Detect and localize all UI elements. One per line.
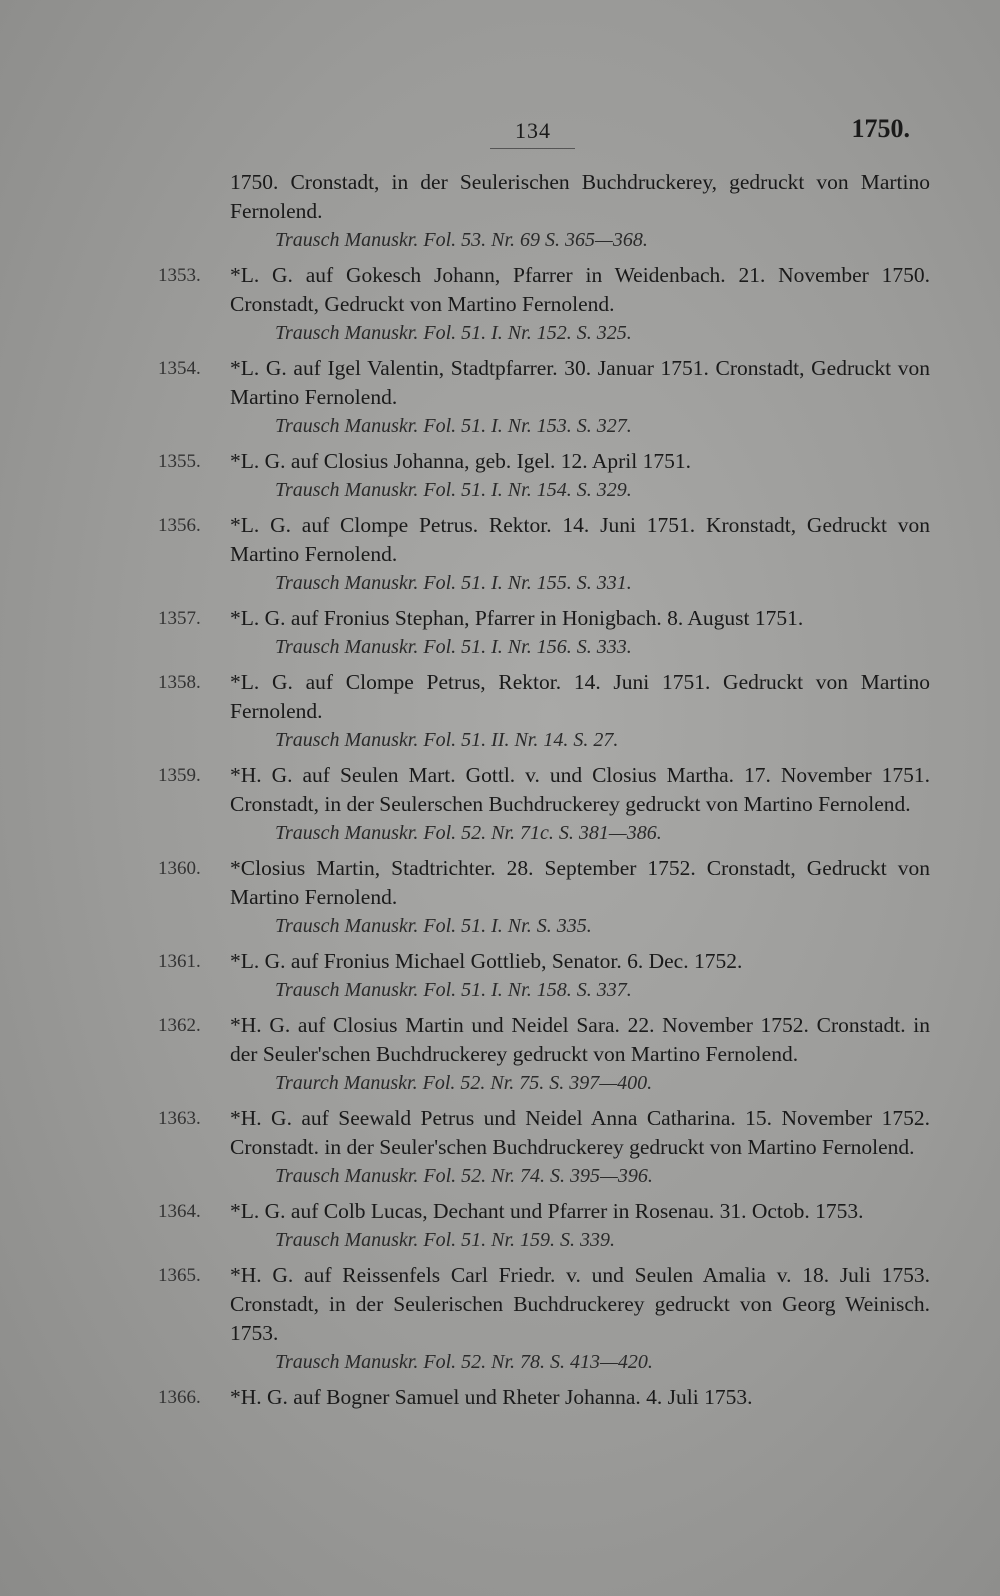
entry-reference: Trausch Manuskr. Fol. 52. Nr. 78. S. 413—420. (275, 1351, 653, 1373)
entry-text: *Closius Martin, Stadtrichter. 28. September 1752. Cronstadt, Gedruckt von Martino Fernolend. (230, 856, 930, 909)
entry-1353 (0, 261, 1000, 348)
entry-number: 1362. (158, 1015, 201, 1036)
entry-number: 1354. (158, 358, 201, 379)
entry-reference: Trausch Manuskr. Fol. 51. I. Nr. 152. S. 325. (275, 322, 632, 344)
entry-1364 (0, 1197, 1000, 1255)
entry-1354 (0, 354, 1000, 441)
entry-number: 1363. (158, 1108, 201, 1129)
page-header (0, 112, 1000, 152)
entry-reference: Trausch Manuskr. Fol. 51. I. Nr. 153. S. 327. (275, 415, 632, 437)
entry-reference: Trausch Manuskr. Fol. 51. II. Nr. 14. S. 27. (275, 729, 619, 751)
entry-reference: Trausch Manuskr. Fol. 51. Nr. 159. S. 339. (275, 1229, 616, 1251)
entry-reference: Trausch Manuskr. Fol. 52. Nr. 71c. S. 381—386. (275, 822, 662, 844)
entry-text: *H. G. auf Reissenfels Carl Friedr. v. und Seulen Amalia v. 18. Juli 1753. Cronstadt, in der Seulerischen Buchdruckerey gedruckt von Georg Weinisch. 1753. (230, 1263, 930, 1345)
entry-1362 (0, 1011, 1000, 1098)
entry-text: *L. G. auf Clompe Petrus, Rektor. 14. Juni 1751. Gedruckt von Martino Fernolend. (230, 670, 930, 723)
entry-number: 1361. (158, 951, 201, 972)
entry-reference: Trausch Manuskr. Fol. 51. I. Nr. 155. S. 331. (275, 572, 632, 594)
entry-1355 (0, 447, 1000, 505)
header-year: 1750. (851, 114, 910, 143)
entry-number: 1359. (158, 765, 201, 786)
entry-reference: Trausch Manuskr. Fol. 51. I. Nr. 154. S. 329. (275, 479, 632, 501)
entry-1366 (0, 1383, 1000, 1412)
entries-list (0, 168, 1000, 1418)
entry-text: *H. G. auf Seewald Petrus und Neidel Anna Catharina. 15. November 1752. Cronstadt. in der Seuler'schen Buchdruckerey gedruckt von Martino Fernolend. (230, 1106, 930, 1159)
entry-text: *L. G. auf Clompe Petrus. Rektor. 14. Juni 1751. Kronstadt, Gedruckt von Martino Fernolend. (230, 513, 930, 566)
entry-reference: Traurch Manuskr. Fol. 52. Nr. 75. S. 397—400. (275, 1072, 653, 1094)
entry-1363 (0, 1104, 1000, 1191)
entry-number: 1360. (158, 858, 201, 879)
entry-number: 1356. (158, 515, 201, 536)
entry-number: 1365. (158, 1265, 201, 1286)
entry-number: 1358. (158, 672, 201, 693)
entry-1359 (0, 761, 1000, 848)
header-rule (490, 148, 575, 149)
entry-text: *H. G. auf Closius Martin und Neidel Sara. 22. November 1752. Cronstadt. in der Seuler'schen Buchdruckerey gedruckt von Martino Fernolend. (230, 1013, 930, 1066)
entry-text: *L. G. auf Gokesch Johann, Pfarrer in Weidenbach. 21. November 1750. Cronstadt, Gedruckt von Martino Fernolend. (230, 263, 930, 316)
entry-number: 1357. (158, 608, 201, 629)
entry-1365 (0, 1261, 1000, 1377)
entry-reference: Trausch Manuskr. Fol. 51. I. Nr. 156. S. 333. (275, 636, 632, 658)
entry-1356 (0, 511, 1000, 598)
entry-number: 1364. (158, 1201, 201, 1222)
entry-text: *L. G. auf Colb Lucas, Dechant und Pfarrer in Rosenau. 31. Octob. 1753. (230, 1199, 864, 1223)
page-number: 134 (515, 118, 551, 143)
entry-text: *H. G. auf Seulen Mart. Gottl. v. und Closius Martha. 17. November 1751. Cronstadt, in der Seulerschen Buchdruckerey gedruckt von Martino Fernolend. (230, 763, 930, 816)
entry-continued (0, 168, 1000, 255)
entry-1357 (0, 604, 1000, 662)
entry-text: *L. G. auf Closius Johanna, geb. Igel. 12. April 1751. (230, 449, 692, 473)
entry-1358 (0, 668, 1000, 755)
entry-number: 1355. (158, 451, 201, 472)
entry-text: *L. G. auf Fronius Michael Gottlieb, Senator. 6. Dec. 1752. (230, 949, 743, 973)
entry-1360 (0, 854, 1000, 941)
entry-number: 1366. (158, 1387, 201, 1408)
entry-text: 1750. Cronstadt, in der Seulerischen Buchdruckerey, gedruckt von Martino Fernolend. (230, 170, 930, 223)
entry-reference: Trausch Manuskr. Fol. 51. I. Nr. S. 335. (275, 915, 592, 937)
entry-reference: Trausch Manuskr. Fol. 52. Nr. 74. S. 395—396. (275, 1165, 653, 1187)
entry-number: 1353. (158, 265, 201, 286)
entry-reference: Trausch Manuskr. Fol. 51. I. Nr. 158. S. 337. (275, 979, 632, 1001)
entry-text: *L. G. auf Fronius Stephan, Pfarrer in Honigbach. 8. August 1751. (230, 606, 804, 630)
entry-1361 (0, 947, 1000, 1005)
entry-reference: Trausch Manuskr. Fol. 53. Nr. 69 S. 365—368. (275, 229, 648, 251)
entry-text: *L. G. auf Igel Valentin, Stadtpfarrer. 30. Januar 1751. Cronstadt, Gedruckt von Martino Fernolend. (230, 356, 930, 409)
entry-text: *H. G. auf Bogner Samuel und Rheter Johanna. 4. Juli 1753. (230, 1385, 753, 1409)
